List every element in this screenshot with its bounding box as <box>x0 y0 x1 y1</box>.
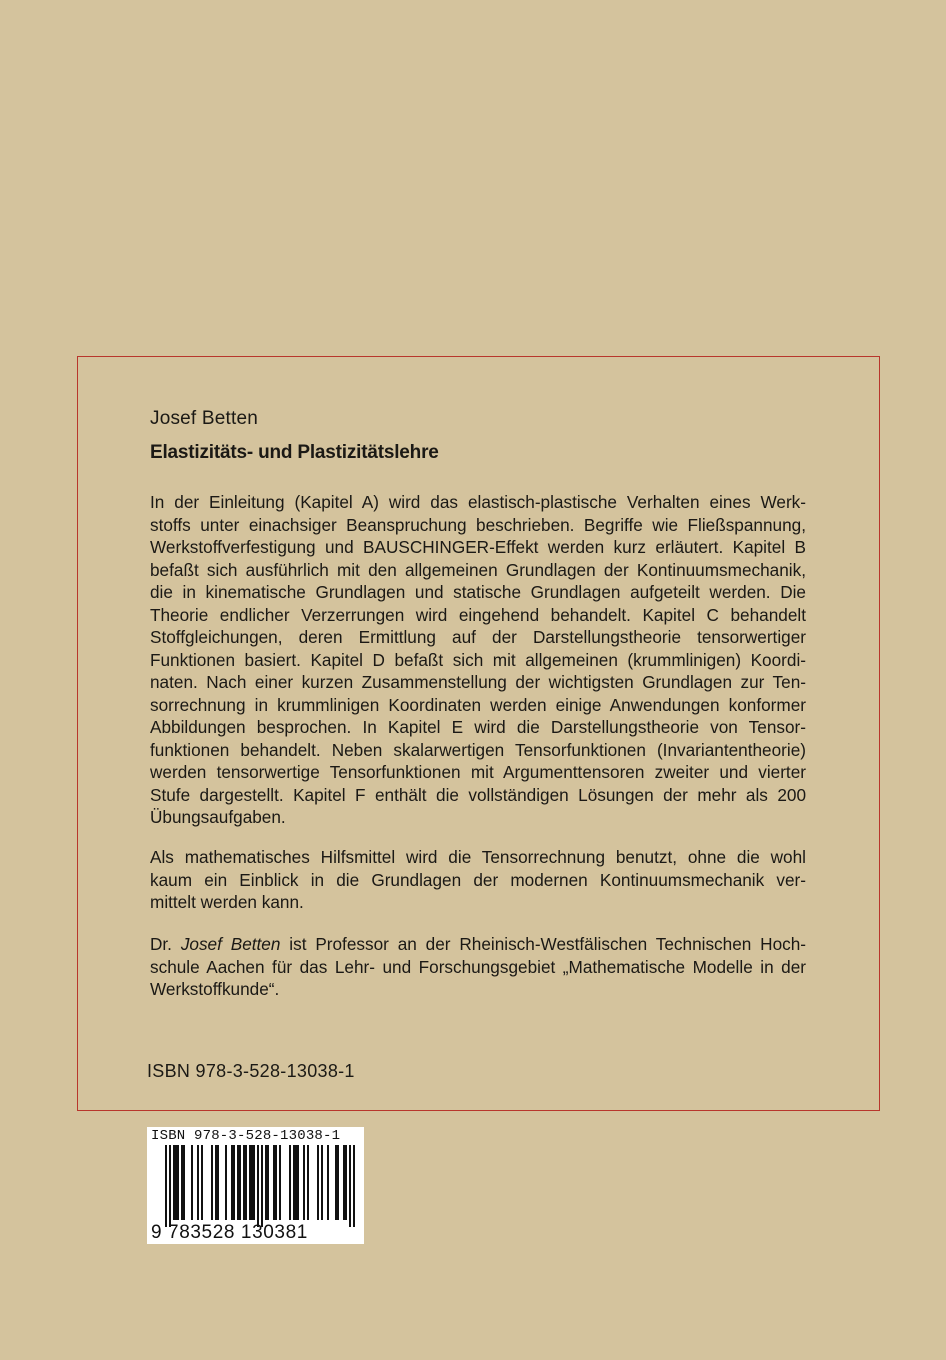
text-line: Stufe dargestellt. Kapitel F enthält die vollständigen Lösungen der mehr als 200 <box>150 784 806 805</box>
text-line: funktionen behandelt. Neben skalarwertigen Tensorfunktionen (Invariantentheorie) <box>150 739 806 760</box>
barcode-isbn-label: ISBN 978-3-528-13038-1 <box>151 1128 341 1144</box>
barcode-bar <box>177 1145 179 1220</box>
barcode-bar <box>327 1145 329 1220</box>
barcode-bar <box>295 1145 297 1220</box>
barcode-bar <box>261 1145 263 1227</box>
barcode-bar <box>175 1145 177 1220</box>
text-line <box>150 933 806 956</box>
text-line: schule Aachen für das Lehr- und Forschungsgebiet „Mathematische Modelle in der <box>150 956 806 977</box>
barcode-bar <box>231 1145 233 1220</box>
barcode-bar <box>289 1145 291 1220</box>
text-line: Abbildungen besprochen. In Kapitel E wird die Darstellungstheorie von Tensor- <box>150 717 806 737</box>
barcode <box>147 1127 364 1244</box>
book-title: Elastizitäts- und Plastizitätslehre <box>150 442 439 463</box>
barcode-bar <box>217 1145 219 1220</box>
author-bio-paragraph <box>150 933 806 1001</box>
barcode-bar <box>169 1145 171 1227</box>
bio-line1-rest: ist Professor an der Rheinisch-Westfälischen Technischen Hoch- <box>280 934 806 954</box>
description-paragraph-1 <box>150 491 806 829</box>
barcode-bar <box>303 1145 305 1220</box>
text-line: befaßt sich ausführlich mit den allgemeinen Grundlagen der Kontinuumsmechanik, <box>150 559 806 580</box>
text-line: werden tensorwertige Tensorfunktionen mit Argumenttensoren zweiter und vierter <box>150 762 806 782</box>
barcode-bar <box>257 1145 259 1227</box>
text-line: Stoffgleichungen, deren Ermittlung auf der Darstellungstheorie tensorwertiger <box>150 627 806 647</box>
barcode-bar <box>201 1145 203 1220</box>
barcode-bar <box>197 1145 199 1220</box>
barcode-bar <box>265 1145 267 1220</box>
barcode-bar <box>225 1145 227 1220</box>
barcode-bar <box>321 1145 323 1220</box>
text-line: stoffs unter einachsiger Beanspruchung beschrieben. Begriffe wie Fließspannung, <box>150 514 806 535</box>
barcode-bar <box>211 1145 213 1220</box>
barcode-bar <box>293 1145 295 1220</box>
barcode-bar <box>233 1145 235 1220</box>
isbn-label: ISBN 978-3-528-13038-1 <box>147 1061 355 1081</box>
text-line: Werkstoffkunde“. <box>150 979 280 999</box>
text-line: kaum ein Einblick in die Grundlagen der modernen Kontinuumsmechanik ver- <box>150 869 806 890</box>
barcode-bar <box>307 1145 309 1220</box>
barcode-bar <box>215 1145 217 1220</box>
barcode-bar <box>297 1145 299 1220</box>
text-line: sorrechnung in krummlinigen Koordinaten werden einige Anwendungen konformer <box>150 694 806 715</box>
text-line: naten. Nach einer kurzen Zusammenstellung der wichtigsten Grundlagen zur Ten- <box>150 672 806 692</box>
barcode-bar <box>249 1145 251 1220</box>
text-line: Als mathematisches Hilfsmittel wird die Tensorrechnung benutzt, ohne die wohl <box>150 847 806 867</box>
barcode-bar <box>317 1145 319 1220</box>
barcode-bar <box>343 1145 345 1220</box>
text-line: In der Einleitung (Kapitel A) wird das elastisch-plastische Verhalten eines Werk- <box>150 492 806 512</box>
barcode-bar <box>345 1145 347 1220</box>
barcode-bar <box>335 1145 337 1220</box>
author-name: Josef Betten <box>150 408 259 429</box>
barcode-bar <box>349 1145 351 1227</box>
bio-author-name: Josef Betten <box>180 934 281 954</box>
barcode-bar <box>275 1145 277 1220</box>
text-line: Funktionen basiert. Kapitel D befaßt sich mit allgemeinen (krummlinigen) Koordi- <box>150 649 806 670</box>
barcode-bar <box>353 1145 355 1227</box>
text-line: Theorie endlicher Verzerrungen wird eingehend behandelt. Kapitel C behandelt <box>150 604 806 625</box>
barcode-digits: 9 783528 130381 <box>151 1222 308 1243</box>
text-line: Übungsaufgaben. <box>150 807 286 827</box>
barcode-bar <box>181 1145 183 1220</box>
description-paragraph-2 <box>150 846 806 914</box>
barcode-bar <box>337 1145 339 1220</box>
barcode-bar <box>253 1145 255 1220</box>
barcode-bar <box>267 1145 269 1220</box>
text-line: mittelt werden kann. <box>150 892 304 912</box>
barcode-bar <box>245 1145 247 1220</box>
bio-prefix: Dr. <box>150 934 181 954</box>
barcode-bar <box>173 1145 175 1220</box>
barcode-bar <box>191 1145 193 1220</box>
barcode-bar <box>251 1145 253 1220</box>
barcode-bar <box>243 1145 245 1220</box>
barcode-bar <box>183 1145 185 1220</box>
text-line: Werkstoffverfestigung und BAUSCHINGER-Effekt werden kurz erläutert. Kapitel B <box>150 537 806 557</box>
barcode-bar <box>237 1145 239 1220</box>
barcode-bar <box>239 1145 241 1220</box>
barcode-bar <box>273 1145 275 1220</box>
text-line: die in kinematische Grundlagen und statische Grundlagen aufgeteilt werden. Die <box>150 582 806 602</box>
barcode-bar <box>165 1145 167 1227</box>
barcode-bar <box>279 1145 281 1220</box>
